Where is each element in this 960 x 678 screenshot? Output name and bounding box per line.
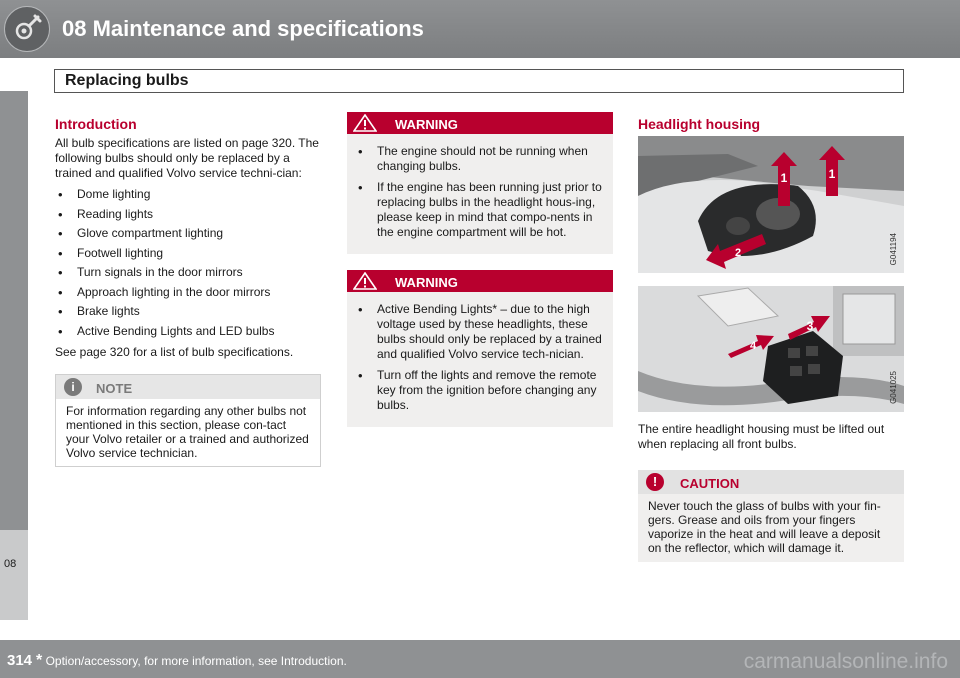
- chapter-title: 08 Maintenance and specifications: [62, 16, 424, 41]
- caution-title: CAUTION: [680, 476, 740, 491]
- introduction-closing: See page 320 for a list of bulb specifications.: [55, 344, 294, 359]
- footnote-text: Option/accessory, for more information, see Introduction.: [45, 654, 347, 668]
- connector-photo: [638, 286, 904, 412]
- chapter-side-tab-active: [0, 530, 28, 620]
- list-item: • Brake lights: [55, 304, 321, 319]
- bulb-list: [55, 187, 321, 339]
- image-code: G041025: [889, 371, 898, 404]
- note-title: NOTE: [96, 380, 133, 396]
- footnote: [36, 652, 347, 670]
- warning-triangle-icon: [353, 114, 377, 132]
- column-headlight: [638, 112, 904, 562]
- warning-header: [347, 270, 613, 292]
- introduction-paragraph: All bulb specifications are listed on page 320. The following bulbs should only be replaced by a trained and qualified Volvo service techni-cian:: [55, 136, 319, 180]
- column-warnings: [347, 112, 613, 443]
- list-item: • Active Bending Lights* – due to the high voltage used by these headlights, these bulbs should only be replaced by a trained and qualified Volvo service tech-nician.: [355, 302, 605, 362]
- svg-text:4: 4: [749, 340, 757, 352]
- caution-text: Never touch the glass of bulbs with your fin-gers. Grease and oils from your fingers vaporize in the heat and will leave a deposit on the reflector, which will damage it.: [648, 499, 881, 555]
- caution-box: [638, 470, 904, 562]
- list-item: • Dome lighting: [55, 187, 321, 202]
- list-item: • Reading lights: [55, 207, 321, 222]
- footnote-star: *: [36, 652, 43, 669]
- wrench-gear-icon: [4, 6, 50, 52]
- note-text: For information regarding any other bulbs not mentioned in this section, please con-tact your Volvo retailer or a trained and authorized Volvo service technician.: [66, 403, 309, 460]
- headlight-photo: [638, 136, 904, 273]
- image-code: G041194: [889, 232, 898, 265]
- list-item: • If the engine has been running just prior to replacing bulbs in the headlight hous-ing, please keep in mind that compo-nents in the engine compartment will be hot.: [355, 180, 605, 240]
- note-header: [56, 375, 320, 399]
- section-bar: [54, 69, 904, 93]
- watermark-text: carmanualsonline.info: [743, 650, 948, 673]
- introduction-heading: Introduction: [55, 116, 137, 132]
- list-item: • Approach lighting in the door mirrors: [55, 285, 321, 300]
- warning-title: WARNING: [395, 117, 458, 132]
- caution-header: [638, 470, 904, 494]
- list-item: • Footwell lighting: [55, 246, 321, 261]
- column-introduction: [55, 112, 321, 467]
- list-item: • Turn off the lights and remove the remote key from the ignition before changing any bulbs.: [355, 368, 605, 413]
- page-number: 314: [7, 652, 33, 669]
- warning-list: [355, 144, 605, 240]
- warning-header: [347, 112, 613, 134]
- list-item: • Active Bending Lights and LED bulbs: [55, 324, 321, 339]
- warning-list: [355, 302, 605, 413]
- warning-box: [347, 270, 613, 427]
- svg-text:2: 2: [734, 247, 742, 259]
- side-chapter-number: 08: [4, 558, 17, 570]
- svg-text:1: 1: [780, 171, 788, 185]
- section-title: Replacing bulbs: [65, 72, 189, 89]
- info-icon: i: [64, 378, 82, 396]
- list-item: • Glove compartment lighting: [55, 226, 321, 241]
- list-item: • Turn signals in the door mirrors: [55, 265, 321, 280]
- warning-title: WARNING: [395, 275, 458, 290]
- headlight-paragraph: The entire headlight housing must be lifted out when replacing all front bulbs.: [638, 422, 885, 451]
- headlight-heading: Headlight housing: [638, 116, 761, 132]
- warning-triangle-icon: [353, 272, 377, 290]
- note-box: [55, 374, 321, 467]
- warning-box: [347, 112, 613, 254]
- svg-text:3: 3: [806, 319, 814, 333]
- exclamation-icon: !: [646, 473, 664, 491]
- svg-text:1: 1: [828, 167, 836, 181]
- chapter-header: [0, 0, 960, 58]
- list-item: • The engine should not be running when changing bulbs.: [355, 144, 605, 174]
